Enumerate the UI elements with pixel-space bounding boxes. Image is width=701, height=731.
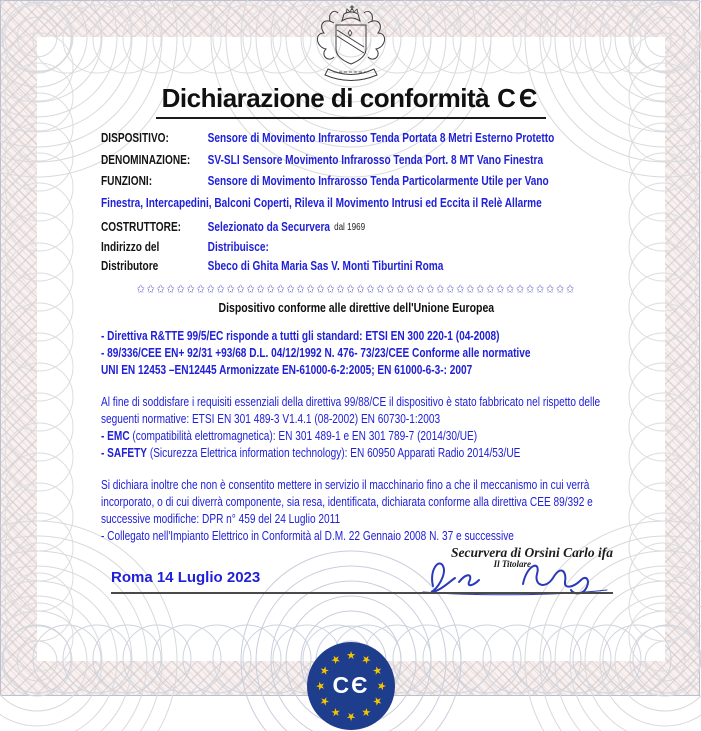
svg-text:★: ★: [328, 651, 344, 668]
ce-mark: CЄ: [497, 83, 541, 113]
directives-list: [101, 328, 612, 379]
field-value: Distribuisce:: [207, 239, 269, 254]
compliance-intro: Al fine di soddisfare i requisiti essenziali della direttiva 99/88/CE il dispositivo è stato fabbricato nel rispetto delle seguenti normative: ETSI EN 301 489-3 V1.4.1 (08-2002) EN 60730-1:2003: [101, 394, 601, 426]
svg-text:★: ★: [314, 681, 327, 691]
field-dispositivo: [101, 128, 612, 150]
svg-text:★: ★: [316, 663, 333, 679]
page-title: [1, 83, 701, 119]
compliance-paragraph: [101, 394, 612, 462]
field-label: DISPOSITIVO:: [101, 131, 169, 145]
field-label: Indirizzo del: [101, 239, 160, 254]
certificate-body: [101, 128, 612, 545]
directive-line: - 89/336/CEE EN+ 92/31 +93/68 D.L. 04/12/1992 N. 476- 73/23/CEE Conforme alle normative: [101, 345, 531, 360]
safety-text: (Sicurezza Elettrica information technology): EN 60950 Apparati Radio 2014/53/UE: [147, 445, 521, 460]
svg-text:★: ★: [328, 704, 344, 721]
field-value: Selezionato da Securvera: [207, 220, 331, 234]
svg-text:★: ★: [358, 704, 374, 721]
field-value: Sbeco di Ghita Maria Sas V. Monti Tiburtini Roma: [207, 259, 444, 273]
emc-line: [101, 428, 612, 445]
date-place: Roma 14 Luglio 2023: [111, 569, 261, 586]
field-denominazione: [101, 150, 612, 172]
declaration-text: Si dichiara inoltre che non è consentito mettere in servizio il macchinario fino a che il meccanismo in cui verrà incorporato, o di cui diverrà componente, sia resa, identificata, dichiarata conforme alla direttiva CEE 89/392 e successive modifiche: DPR n° 459 del 24 Luglio 2011: [101, 477, 593, 526]
badge-ce-text: CЄ: [332, 672, 370, 698]
field-costruttore: [101, 218, 612, 238]
svg-text:★: ★: [369, 663, 386, 679]
emc-text: (compatibilità elettromagnetica): EN 301 489-1 e EN 301 789-7 (2014/30/UE): [129, 428, 478, 443]
eu-heading: Dispositivo conforme alle direttive dell'Unione Europea: [218, 299, 495, 315]
field-funzioni-continued: Finestra, Intercapedini, Balconi Coperti, Rileva il Movimento Intrusi ed Eccita il Relè Allarme: [101, 195, 542, 210]
signatory-company: Securvera di Orsini Carlo ifa: [450, 545, 613, 560]
svg-text:★: ★: [375, 681, 388, 691]
field-value: Sensore di Movimento Infrarosso Tenda Portata 8 Metri Esterno Protetto: [207, 131, 555, 145]
eu-ce-badge: [306, 641, 396, 731]
directive-line: - Direttiva R&TTE 99/5/EC risponde a tutti gli standard: ETSI EN 300 220-1 (04-2008): [101, 328, 500, 343]
coat-of-arms-icon: [304, 5, 398, 81]
star-divider: ✩✩✩✩✩✩✩✩✩✩✩✩✩✩✩✩✩✩✩✩✩✩✩✩✩✩✩✩✩✩✩✩✩✩✩✩✩✩✩✩✩✩✩✩: [136, 281, 576, 296]
safety-line: [101, 445, 612, 462]
field-label: DENOMINAZIONE:: [101, 152, 191, 167]
directive-line: UNI EN 12453 –EN12445 Armonizzate EN-61000-6-2:2005; EN 61000-6-3-: 2007: [101, 362, 473, 377]
field-label: FUNZIONI:: [101, 174, 153, 188]
safety-label: - SAFETY: [101, 445, 148, 460]
signatory-role: Il Titolare: [493, 559, 531, 569]
svg-text:★: ★: [369, 693, 386, 709]
field-indirizzo: [101, 238, 612, 258]
field-funzioni: [101, 171, 612, 193]
field-distributore: [101, 257, 612, 277]
since-year-note: dal 1969: [334, 222, 366, 233]
svg-text:★: ★: [346, 710, 356, 723]
declaration-paragraph: [101, 477, 612, 545]
signature-line: [111, 592, 613, 594]
emc-label: - EMC: [101, 428, 130, 443]
svg-text:★: ★: [346, 649, 356, 662]
field-label: Distributore: [101, 259, 159, 273]
title-text: Dichiarazione di conformità: [161, 83, 490, 113]
declaration-line2: - Collegato nell'Impianto Elettrico in Conformità al D.M. 22 Gennaio 2008 N. 37 e successive: [101, 528, 514, 543]
field-value: SV-SLI Sensore Movimento Infrarosso Tenda Port. 8 MT Vano Finestra: [207, 152, 544, 167]
field-value: Sensore di Movimento Infrarosso Tenda Particolarmente Utile per Vano: [207, 174, 549, 188]
svg-text:★: ★: [316, 693, 333, 709]
field-label: COSTRUTTORE:: [101, 220, 182, 234]
svg-text:★: ★: [358, 651, 374, 668]
